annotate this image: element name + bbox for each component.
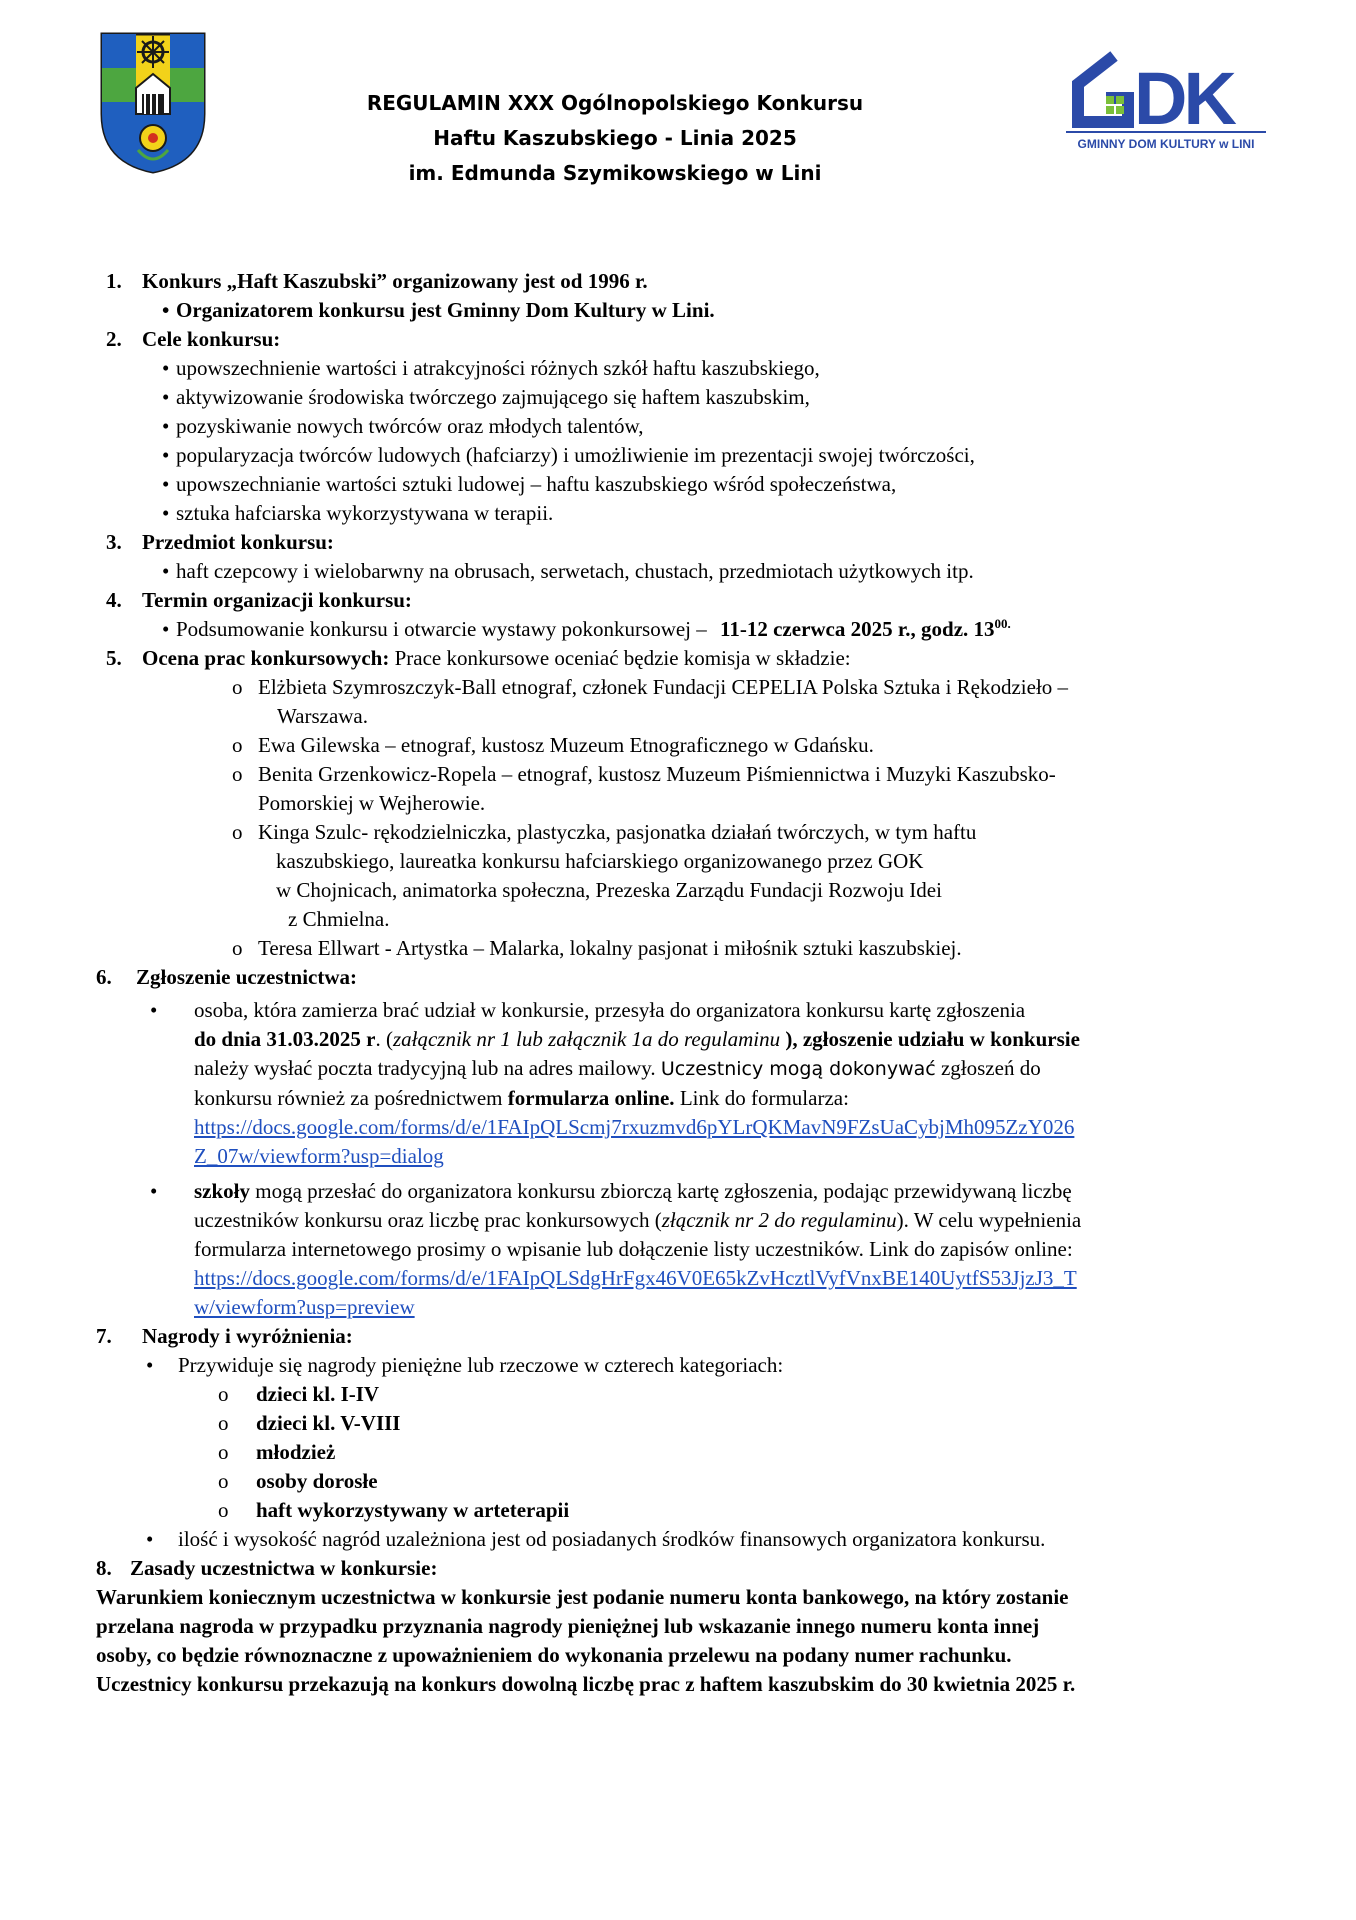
list-item: • sztuka hafciarska wykorzystywana w terapii. <box>162 501 554 525</box>
submission-deadline: Uczestnicy konkursu przekazują na konkurs dowolną liczbę prac z haftem kaszubskim do 30 kwietnia 2025 r. <box>96 1672 1076 1696</box>
list-item: • popularyzacja twórców ludowych (hafciarzy) i umożliwienie im prezentacji swojej twórczości, <box>162 443 975 467</box>
event-date: 11-12 czerwca 2025 r., godz. 13 <box>720 617 995 641</box>
section-2-title: Cele konkursu: <box>142 327 281 351</box>
list-item: • upowszechnianie wartości sztuki ludowej – haftu kaszubskiego wśród społeczeństwa, <box>162 472 897 496</box>
jury-member: o Teresa Ellwart - Artystka – Malarka, lokalny pasjonat i miłośnik sztuki kaszubskiej. <box>232 936 962 960</box>
section-7-title: Nagrody i wyróżnienia: <box>142 1324 353 1348</box>
section-8-title: Zasady uczestnictwa w konkursie: <box>130 1556 438 1580</box>
svg-text:DK: DK <box>1134 57 1233 140</box>
section-5-title: Ocena prac konkursowych: <box>142 646 390 670</box>
regulations-body: 1. Konkurs „Haft Kaszubski” organizowany jest od 1996 r. • Organizatorem konkursu jest Gminny Dom Kultury w Lini. 2. Cele konkursu: • upowszechnienie wartości i atrakcyjności różnych szkół haftu kaszubskiego, • aktywizowanie środowiska twórczego zajmującego się haftem kaszubskim, • pozyskiwanie nowych twórców oraz młodych talentów, • popularyzacja twórców ludowych (hafciarzy) i umożliwienie im prezentacji swojej twórczości, • upowszechnianie wartości sztuki ludowej – haftu kaszubskiego wśród społeczeństwa, • sztuka hafciarska wykorzystywana w terapii. 3. Przedmiot konkursu: • haft czepcowy i wielobarwny na obrusach, serwetach, chustach, przedmiotach użytkowych itp. 4. Termin organizacji konkursu: • Podsumowanie konkursu i otwarcie wystawy pokonkursowej – 11-12 czerwca 2025 r., godz. $13^{00.}$ 5. Ocena prac konkursowych: Prace konkursowe oceniać będzie komisja w składzie: o Elżbieta Szymroszczyk-Ball etnograf, członek Fundacji CEPELIA Polska Sztuka i Rękodzieło – Warszawa. o Ewa Gilewska – etnograf, kustosz Muzeum Etnograficznego w Gdańsku. o Benita Grzenkowicz-Ropela – etnograf, kustosz Muzeum Piśmiennictwa i Muzyki Kaszubsko- Pomorskiej w Wejherowie. o Kinga Szulc- rękodzielniczka, plastyczka, pasjonatka działań twórczych, w tym haftu kaszubskiego, laureatka konkursu hafciarskiego organizowanego przez GOK w Chojnicach, animatorka społeczna, Prezeska Zarządu Fundacji Rozwoju Idei z Chmielna. o Teresa Ellwart - Artystka – Malarka, lokalny pasjonat i miłośnik sztuki kaszubskiej. 6. Zgłoszenie uczestnictwa: • osoba, która zamierza brać udział w konkursie, przesyła do organizatora konkursu kartę zgłoszenia do dnia 31.03.2025 r. (załącznik nr 1 lub załącznik 1a do regulaminu ), zgłoszenie udziału w konkursie należy wysłać poczta tradycyjną lub na adres mailowy. Uczestnicy mogą dokonywać zgłoszeń do konkursu również za pośrednictwem formularza online. Link do formularza: https://docs.google.com/forms/d/e/1FAIpQLScmj7rxuzmvd6pYLrQKMavN9FZsUaCybjMh095ZzY026 Z_07w/viewform?usp=dialog • szkoły mogą przesłać do organizatora konkursu zbiorczą kartę zgłoszenia, podając przewidywaną liczbę uczestników konkursu oraz liczbę prac konkursowych (złącznik nr 2 do regulaminu). W celu wypełnienia formularza internetowego prosimy o wpisanie lub dołączenie listy uczestników. Link do zapisów online: https://docs.google.com/forms/d/e/1FAIpQLSdgHrFgx46V0E65kZvHcztlVyfVnxBE140UytfS53JjzJ3_T w/viewform?usp=preview 7. Nagrody i wyróżnienia: • Przywiduje się nagrody pieniężne lub rzeczowe w czterech kategoriach: o dzieci kl. I-IV o dzieci kl. V-VIII o młodzież o osoby dorosłe o haft wykorzystywany w arteterapii • ilość i wysokość nagród uzależniona jest od posiadanych środków finansowych organizatora konkursu. 8. Zasady uczestnictwa w konkursie: Warunkiem koniecznym uczestnictwa w konkursie jest podanie numeru konta bankowego, na który zostanie przelana nagroda w przypadku przyznania nagrody pieniężnej lub wskazanie innego numeru konta innej osoby, co będzie równoznaczne z upoważnieniem do wykonania przelewu na podany numer rachunku. Uczestnicy konkursu przekazują na konkurs dowolną liczbę prac z haftem kaszubskim do 30 kwietnia 2025 r. <box>96 267 1282 1699</box>
participation-rules: Warunkiem koniecznym uczestnictwa w konkursie jest podanie numeru konta bankowego, na który zostanie przelana nagroda w przypadku przyznania nagrody pieniężnej lub wskazanie innego numeru konta innej osoby, co będzie równoznaczne z upoważnieniem do wykonania przelewu na podany numer rachunku. Uczestnicy konkursu przekazują na konkurs dowolną liczbę prac z haftem kaszubskim do 30 kwietnia 2025 r. <box>96 1583 1282 1699</box>
list-item: • Przywiduje się nagrody pieniężne lub rzeczowe w czterech kategoriach: <box>146 1353 784 1377</box>
list-item: • osoba, która zamierza brać udział w konkursie, przesyła do organizatora konkursu kartę zgłoszenia do dnia 31.03.2025 r. (załącznik nr 1 lub załącznik 1a do regulaminu ), zgłoszenie udziału w konkursie należy wysłać poczta tradycyjną lub na adres mailowy. Uczestnicy mogą dokonywać zgłoszeń do konkursu również za pośrednictwem formularza online. Link do formularza: https://docs.google.com/forms/d/e/1FAIpQLScmj7rxuzmvd6pYLrQKMavN9FZsUaCybjMh095ZzY026 Z_07w/viewform?usp=dialog <box>150 998 1080 1168</box>
section-1: 1. Konkurs „Haft Kaszubski” organizowany jest od 1996 r. <box>106 269 648 293</box>
page-header <box>0 0 1356 230</box>
form-link-schools-cont[interactable]: w/viewform?usp=preview <box>194 1295 415 1319</box>
list-item: • upowszechnienie wartości i atrakcyjności różnych szkół haftu kaszubskiego, <box>162 356 820 380</box>
form-link-individual-cont[interactable]: Z_07w/viewform?usp=dialog <box>194 1144 444 1168</box>
section-2: 2. Cele konkursu: <box>106 327 281 351</box>
list-item: • aktywizowanie środowiska twórczego zajmującego się haftem kaszubskim, <box>162 385 810 409</box>
jury-member: o Benita Grzenkowicz-Ropela – etnograf, kustosz Muzeum Piśmiennictwa i Muzyki Kaszubsko- <box>232 762 1056 786</box>
title-line-2: Haftu Kaszubskiego - Linia 2025 <box>433 126 797 150</box>
section-1-title: Konkurs „Haft Kaszubski” organizowany jest od 1996 r. <box>142 269 648 293</box>
title-line-3: im. Edmunda Szymikowskiego w Lini <box>408 161 822 185</box>
section-1-bullet: • Organizatorem konkursu jest Gminny Dom Kultury w Lini. <box>162 298 715 322</box>
section-7: 7. Nagrody i wyróżnienia: <box>96 1324 353 1348</box>
section-4: 4. Termin organizacji konkursu: <box>106 588 412 612</box>
list-item: • szkoły mogą przesłać do organizatora konkursu zbiorczą kartę zgłoszenia, podając przewidywaną liczbę uczestników konkursu oraz liczbę prac konkursowych (złącznik nr 2 do regulaminu). W celu wypełnienia formularza internetowego prosimy o wpisanie lub dołączenie listy uczestników. Link do zapisów online: https://docs.google.com/forms/d/e/1FAIpQLSdgHrFgx46V0E65kZvHcztlVyfVnxBE140UytfS53JjzJ3_T w/viewform?usp=preview <box>150 1179 1082 1319</box>
list-item: • Podsumowanie konkursu i otwarcie wystawy pokonkursowej – 11-12 czerwca 2025 r., godz. $13^{00.}$ <box>162 616 1011 641</box>
jury-member: o Kinga Szulc- rękodzielniczka, plastyczka, pasjonatka działań twórczych, w tym haftu <box>232 820 977 844</box>
form-link-individual[interactable]: https://docs.google.com/forms/d/e/1FAIpQLScmj7rxuzmvd6pYLrQKMavN9FZsUaCybjMh095ZzY026 <box>194 1115 1075 1139</box>
prize-category: o dzieci kl. I-IV <box>218 1382 380 1406</box>
gdk-logo-icon <box>1062 44 1270 156</box>
list-item: • pozyskiwanie nowych twórców oraz młodych talentów, <box>162 414 644 438</box>
section-3: 3. Przedmiot konkursu: <box>106 530 334 554</box>
list-item: • ilość i wysokość nagród uzależniona jest od posiadanych środków finansowych organizatora konkursu. <box>146 1527 1046 1551</box>
prize-category: o dzieci kl. V-VIII <box>218 1411 401 1435</box>
section-5: 5. Ocena prac konkursowych: Prace konkursowe oceniać będzie komisja w składzie: <box>106 646 851 670</box>
prize-category: o osoby dorosłe <box>218 1469 378 1493</box>
prize-category: o haft wykorzystywany w arteterapii <box>218 1498 570 1522</box>
logo-subtitle: GMINNY DOM KULTURY w LINI <box>1077 137 1255 151</box>
jury-member: o Ewa Gilewska – etnograf, kustosz Muzeum Etnograficznego w Gdańsku. <box>232 733 874 757</box>
document-title <box>300 86 930 191</box>
section-6: 6. Zgłoszenie uczestnictwa: <box>96 965 358 989</box>
section-8: 8. Zasady uczestnictwa w konkursie: <box>96 1556 438 1580</box>
municipality-crest-icon <box>98 30 208 176</box>
jury-member: o Elżbieta Szymroszczyk-Ball etnograf, członek Fundacji CEPELIA Polska Sztuka i Rękodzieło – <box>232 675 1069 699</box>
section-6-title: Zgłoszenie uczestnictwa: <box>136 965 358 989</box>
prize-category: o młodzież <box>218 1440 336 1464</box>
section-4-title: Termin organizacji konkursu: <box>142 588 412 612</box>
title-line-1: REGULAMIN XXX Ogólnopolskiego Konkursu <box>366 91 864 115</box>
form-link-schools[interactable]: https://docs.google.com/forms/d/e/1FAIpQLSdgHrFgx46V0E65kZvHcztlVyfVnxBE140UytfS53JjzJ3_T <box>194 1266 1077 1290</box>
section-3-title: Przedmiot konkursu: <box>142 530 334 554</box>
list-item: • haft czepcowy i wielobarwny na obrusach, serwetach, chustach, przedmiotach użytkowych itp. <box>162 559 974 583</box>
